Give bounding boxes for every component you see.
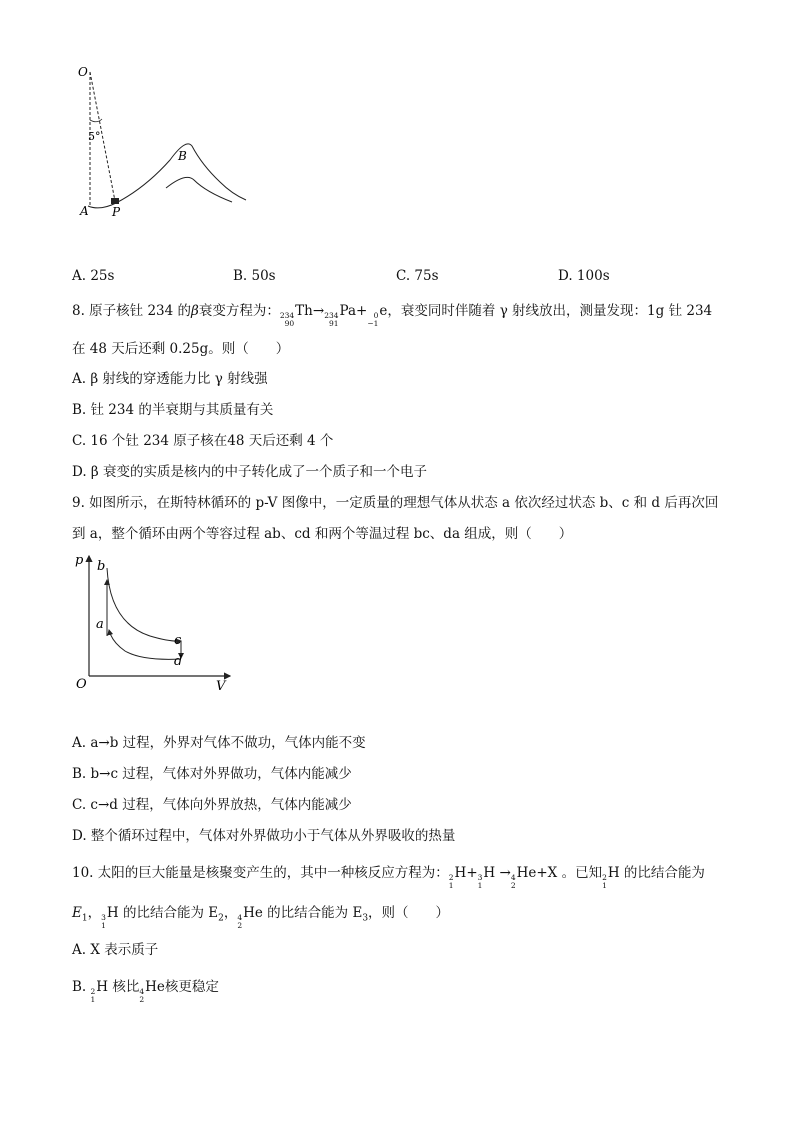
origin-o: O bbox=[76, 677, 87, 692]
q10-stem-line2: $E_1$， 3 1 H 的比结合能为 $E_2$， 4 2 He 的比结合能为 $E_3$，则（ ） bbox=[72, 905, 450, 930]
point-c: c bbox=[174, 633, 182, 648]
q10-option-b: B. 2 1 H 核比 4 2 He核更稳定 bbox=[72, 979, 219, 1004]
label-p: P bbox=[112, 205, 121, 219]
q7-option-d: D. 100s bbox=[558, 268, 610, 284]
point-a: a bbox=[96, 617, 104, 632]
axis-p: p bbox=[75, 553, 84, 568]
q7-option-a: A. 25s bbox=[72, 268, 115, 284]
label-o: O bbox=[78, 65, 88, 79]
q10-option-a: A. X 表示质子 bbox=[72, 942, 159, 958]
q9-option-c: C. c→d 过程，气体向外界放热，气体内能减少 bbox=[72, 797, 352, 813]
pv-graph bbox=[70, 548, 240, 693]
q7-option-b: B. 50s bbox=[233, 268, 276, 284]
point-d: d bbox=[174, 654, 183, 669]
q9-stem-line1: 9. 如图所示，在斯特林循环的 p-V 图像中，一定质量的理想气体从状态 a 依次经过状态 b、c 和 d 后再次回 bbox=[72, 495, 719, 511]
q9-option-d: D. 整个循环过程中，气体对外界做功小于气体从外界吸收的热量 bbox=[72, 828, 456, 844]
q8-option-a: A. β 射线的穿透能力比 γ 射线强 bbox=[72, 371, 268, 387]
q9-option-b: B. b→c 过程，气体对外界做功，气体内能减少 bbox=[72, 766, 352, 782]
q10-stem-line1: 10. 太阳的巨大能量是核聚变产生的，其中一种核反应方程为： 2 1 H+ 3 1 H → 4 2 He+X 。已知 2 1 H 的比结合能为 bbox=[72, 865, 705, 890]
label-b: B bbox=[178, 149, 187, 163]
q8-stem-line2: 在 48 天后还剩 0.25g。则（ ） bbox=[72, 341, 290, 357]
label-a: A bbox=[80, 204, 89, 218]
pendulum-figure bbox=[70, 60, 260, 225]
q9-option-a: A. a→b 过程，外界对气体不做功，气体内能不变 bbox=[72, 735, 366, 751]
q7-option-c: C. 75s bbox=[396, 268, 439, 284]
axis-v: V bbox=[216, 679, 226, 693]
q8-option-b: B. 钍 234 的半衰期与其质量有关 bbox=[72, 402, 274, 418]
q9-stem-line2: 到 a，整个循环由两个等容过程 ab、cd 和两个等温过程 bc、da 组成，则（ ） bbox=[72, 526, 573, 542]
q8-option-c: C. 16 个钍 234 原子核在48 天后还剩 4 个 bbox=[72, 433, 334, 449]
q8-stem-line1: 8. 原子核钍 234 的β衰变方程为： 234 90 Th→ 234 91 Pa+ 0 −1 e，衰变同时伴随着 γ 射线放出，测量发现：1g 钍 234 bbox=[72, 303, 713, 328]
point-b: b bbox=[97, 559, 106, 574]
label-angle: 5° bbox=[88, 130, 101, 143]
q8-option-d: D. β 衰变的实质是核内的中子转化成了一个质子和一个电子 bbox=[72, 464, 428, 480]
